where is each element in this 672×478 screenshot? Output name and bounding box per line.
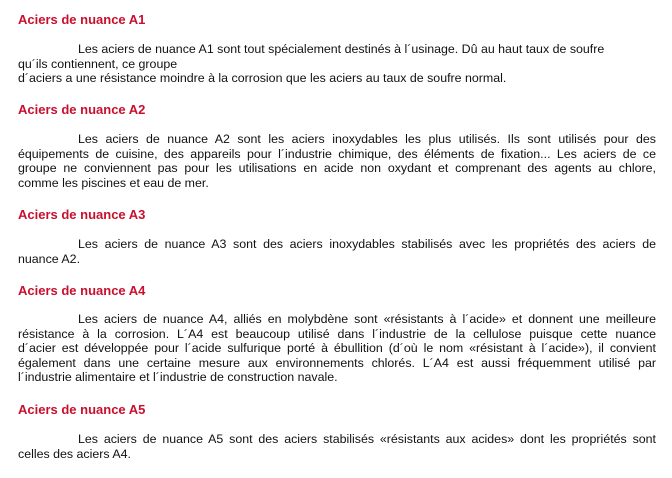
paragraph-line: celles des aciers A4. xyxy=(18,446,131,461)
section-heading-a1: Aciers de nuance A1 xyxy=(18,12,146,27)
section-body-a4 xyxy=(18,312,656,385)
paragraph-line: Les aciers de nuance A2 sont les aciers inoxydables les plus utilisés. Ils sont utilisés pour des xyxy=(78,132,656,146)
paragraph-line: résistance à la corrosion. L´A4 est beaucoup utilisé dans l´industrie de la cellulose puisque cette nuance xyxy=(18,326,656,341)
section-heading-a2: Aciers de nuance A2 xyxy=(18,102,146,117)
paragraph-line: l´industrie alimentaire et l´industrie de construction navale. xyxy=(18,370,338,385)
section-heading-a4: Aciers de nuance A4 xyxy=(18,283,146,298)
paragraph-line: comme les piscines et eau de mer. xyxy=(18,175,209,190)
section-body-a1 xyxy=(18,42,656,86)
paragraph-line: Les aciers de nuance A3 sont des aciers inoxydables stabilisés avec les propriétés des aciers de xyxy=(78,237,656,251)
paragraph-line: Les aciers de nuance A5 sont des aciers stabilisés «résistants aux acides» dont les propriétés sont xyxy=(78,432,656,446)
section-body-a3 xyxy=(18,237,656,266)
paragraph-line: Les aciers de nuance A4, alliés en molybdène sont «résistants à l´acide» et donnent une meilleure xyxy=(78,312,656,326)
paragraph-line: groupe ne conviennent pas pour les utilisations en acide non oxydant et comprenant des agents au chlore, xyxy=(18,161,656,176)
paragraph-line: équipements de cuisine, des appareils pour l´industrie chimique, des éléments de fixation... Les aciers de ce xyxy=(18,146,656,161)
paragraph-line: d´aciers a une résistance moindre à la corrosion que les aciers au taux de soufre normal. xyxy=(18,71,507,86)
paragraph-line: d´acier est développée pour l´acide sulfurique porté à ébullition (d´où le nom «résistant à l´acide»), il convient xyxy=(18,341,656,356)
section-heading-a5: Aciers de nuance A5 xyxy=(18,402,146,417)
paragraph-line: nuance A2. xyxy=(18,251,81,266)
paragraph-line: également dans une certaine mesure aux environnements chlorés. L´A4 est aussi fréquemment utilisé par xyxy=(18,355,656,370)
section-body-a5 xyxy=(18,432,656,461)
section-body-a2 xyxy=(18,132,656,190)
paragraph-line: Les aciers de nuance A1 sont tout spécialement destinés à l´usinage. Dû au haut taux de soufre xyxy=(78,42,605,56)
paragraph-line: qu´ils contiennent, ce groupe xyxy=(18,56,178,71)
section-heading-a3: Aciers de nuance A3 xyxy=(18,207,146,222)
